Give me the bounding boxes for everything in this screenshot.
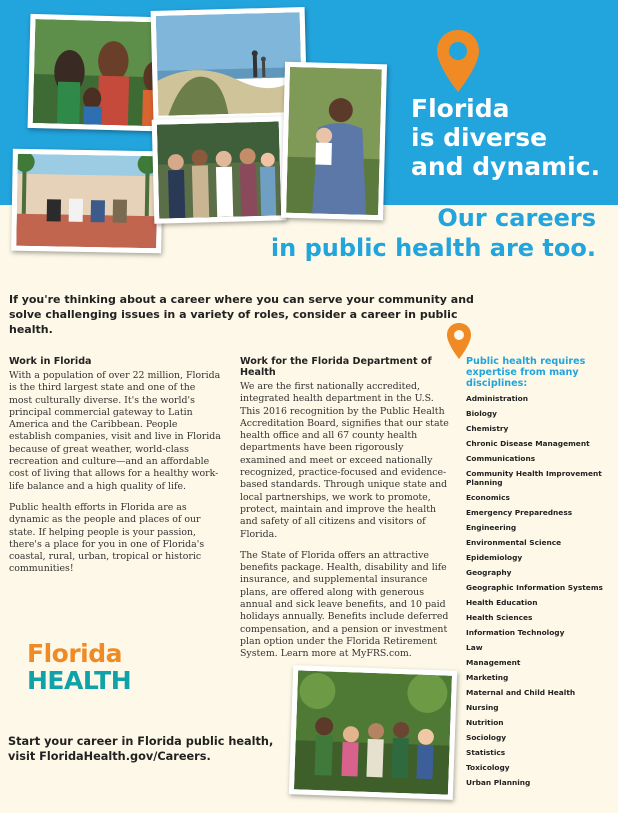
discipline-item: Nutrition [466, 718, 504, 727]
section-heading: Work in Florida [9, 356, 92, 367]
discipline-item: Health Sciences [466, 613, 533, 622]
florida-health-logo [27, 640, 131, 694]
discipline-item: Marketing [466, 673, 509, 682]
photo-children-garden [289, 665, 457, 800]
subheadline-line: Our careers [437, 204, 596, 232]
discipline-item: Economics [466, 493, 510, 502]
discipline-item: Geography [466, 568, 512, 577]
discipline-item: Toxicology [466, 763, 510, 772]
discipline-item: Sociology [466, 733, 507, 742]
discipline-item: Urban Planning [466, 778, 531, 787]
careers-call-to-action [8, 734, 278, 764]
discipline-item: Information Technology [466, 628, 565, 637]
discipline-item: Health Education [466, 598, 538, 607]
intro-statement: If you're thinking about a career where you can serve your community and solve challenging issues in a variety of roles, consider a career in public health. [9, 293, 474, 336]
work-in-florida-section [9, 356, 221, 585]
discipline-item: Epidemiology [466, 553, 523, 562]
map-pin-icon [446, 322, 472, 360]
logo-word-health: HEALTH [27, 666, 132, 695]
discipline-item: Law [466, 643, 483, 652]
discipline-item: Biology [466, 409, 497, 418]
disciplines-list [466, 394, 616, 787]
section-heading: Work for the Florida Department of Health [240, 356, 432, 378]
discipline-item: Maternal and Child Health [466, 688, 576, 697]
discipline-item: Statistics [466, 748, 506, 757]
discipline-item: Chemistry [466, 424, 509, 433]
discipline-item: Communications [466, 454, 536, 463]
headline-line: and dynamic. [411, 152, 601, 181]
headline-line: is diverse [411, 123, 548, 152]
disciplines-heading: Public health requires expertise from many disciplines: [466, 356, 586, 389]
section-paragraph: Public health efforts in Florida are as dynamic as the people and places of our state. If helping people is your passion, there's a place for you in one of Florida's coastal, rural, urban, tropical or historic communities! [9, 501, 205, 575]
photo-friends-street [11, 149, 163, 254]
discipline-item: Environmental Science [466, 538, 562, 547]
discipline-item: Management [466, 658, 521, 667]
discipline-item: Emergency Preparedness [466, 508, 573, 517]
discipline-item: Engineering [466, 523, 517, 532]
cta-line: visit FloridaHealth.gov/Careers. [8, 750, 211, 763]
logo-word-florida: Florida [27, 639, 122, 668]
discipline-item: Geographic Information Systems [466, 583, 603, 592]
cta-line: Start your career in Florida public health, [8, 735, 274, 748]
department-section [240, 356, 452, 670]
disciplines-section [466, 356, 616, 787]
subheadline-line: in public health are too. [270, 234, 596, 262]
section-paragraph: We are the first nationally accredited, integrated health department in the U.S. This 2016 recognition by the Public Health Accreditation Board, signifies that our state health office and all 67 county health departments have been rigorously examined and meet or exceed nationally recognized, practice-focused and evidence-based standards. Through unique state and local partnerships, we work to promote, protect, maintain and improve the health and safety of all citizens and visitors of Florida. [240, 381, 449, 540]
map-pin-icon [434, 28, 482, 94]
subheadline [236, 203, 596, 263]
discipline-item: Community Health Improvement Planning [466, 469, 602, 487]
photo-mother-child [281, 62, 387, 221]
discipline-item: Chronic Disease Management [466, 439, 590, 448]
section-paragraph: The State of Florida offers an attractive benefits package. Health, disability and life insurance, and supplemental insurance plans, are offered along with generous annual and sick leave benefits, and 10 paid holidays annually. Benefits include deferred compensation, and a pension or investment plan option under the Florida Retirement System. Learn more at MyFRS.com. [240, 549, 449, 660]
headline [411, 94, 611, 181]
section-paragraph: With a population of over 22 million, Florida is the third largest state and one of the most culturally diverse. It's the world's principal commercial gateway to Latin America and the Caribbean. People establish companies, visit and live in Florida because of great weather, world-class recreation and culture—and an affordable cost of living that allows for a healthy work-life balance and a high quality of life. [9, 370, 221, 492]
headline-line: Florida [411, 94, 510, 123]
discipline-item: Administration [466, 394, 529, 403]
discipline-item: Nursing [466, 703, 499, 712]
